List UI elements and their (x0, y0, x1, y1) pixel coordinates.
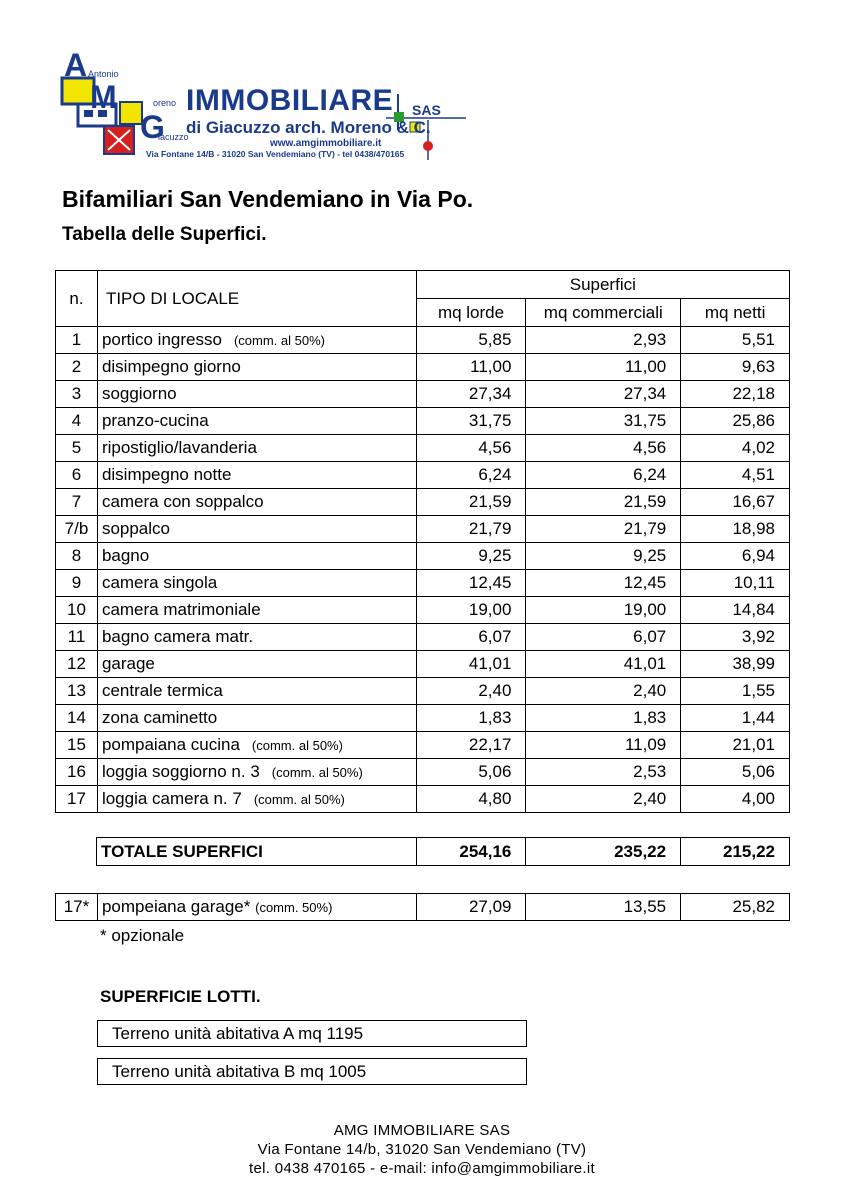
row-netti: 38,99 (681, 651, 790, 678)
row-tipo-label: soppalco (101, 519, 170, 538)
row-n: 10 (56, 597, 98, 624)
row-tipo-label: loggia camera n. 7 (101, 789, 242, 808)
table-row (56, 435, 790, 462)
footer-contact: tel. 0438 470165 - e-mail: info@amgimmobiliare.it (249, 1160, 595, 1177)
row-lorde: 31,75 (416, 408, 526, 435)
table-row (56, 408, 790, 435)
row-tipo (97, 624, 416, 651)
header-lorde: mq lorde (416, 299, 526, 327)
row-commerciali: 31,75 (526, 408, 681, 435)
header-commerciali: mq commerciali (526, 299, 681, 327)
row-tipo (97, 381, 416, 408)
row-tipo-label: ripostiglio/lavanderia (101, 438, 257, 457)
row-commerciali: 11,00 (526, 354, 681, 381)
row-commerciali: 2,40 (526, 678, 681, 705)
svg-text:M: M (90, 79, 117, 115)
row-n: 12 (56, 651, 98, 678)
row-commerciali: 27,34 (526, 381, 681, 408)
row-commerciali: 9,25 (526, 543, 681, 570)
row-tipo-label: centrale termica (101, 681, 223, 700)
table-row (56, 786, 790, 813)
row-lorde: 1,83 (416, 705, 526, 732)
table-row (56, 651, 790, 678)
brand-sas: SAS (412, 102, 441, 118)
row-commerciali: 41,01 (526, 651, 681, 678)
row-n: 16 (56, 759, 98, 786)
svg-text:Antonio: Antonio (88, 69, 119, 79)
row-lorde: 41,01 (416, 651, 526, 678)
svg-text:iacuzzo: iacuzzo (158, 132, 188, 142)
row-lorde: 21,59 (416, 489, 526, 516)
row-commerciali: 12,45 (526, 570, 681, 597)
row-lorde: 21,79 (416, 516, 526, 543)
brand-website: www.amgimmobiliare.it (270, 138, 382, 149)
page-title: Bifamiliari San Vendemiano in Via Po. (62, 186, 474, 212)
table-row (56, 354, 790, 381)
row-lorde: 11,00 (416, 354, 526, 381)
row-tipo (97, 570, 416, 597)
table-row (56, 759, 790, 786)
amg-logo-mark (58, 48, 188, 160)
row-n: 6 (56, 462, 98, 489)
optional-lorde: 27,09 (416, 894, 526, 921)
row-netti: 10,11 (681, 570, 790, 597)
row-note: (comm. al 50%) (271, 765, 363, 780)
footer-company: AMG IMMOBILIARE SAS (333, 1122, 511, 1139)
table-row (56, 624, 790, 651)
row-netti: 21,01 (681, 732, 790, 759)
row-note: (comm. al 50%) (253, 792, 345, 807)
row-netti: 25,86 (681, 408, 790, 435)
row-tipo (97, 651, 416, 678)
row-n: 2 (56, 354, 98, 381)
table-row (56, 570, 790, 597)
row-commerciali: 4,56 (526, 435, 681, 462)
row-tipo (97, 597, 416, 624)
row-tipo (97, 705, 416, 732)
row-tipo-label: garage (101, 654, 155, 673)
row-tipo-label: loggia soggiorno n. 3 (101, 762, 260, 781)
row-commerciali: 6,07 (526, 624, 681, 651)
table-row (56, 678, 790, 705)
row-lorde: 19,00 (416, 597, 526, 624)
row-tipo-label: zona caminetto (101, 708, 218, 727)
table-row (56, 327, 790, 354)
row-tipo (97, 543, 416, 570)
row-tipo-label: camera singola (101, 573, 218, 592)
row-netti: 9,63 (681, 354, 790, 381)
row-n: 14 (56, 705, 98, 732)
row-lorde: 9,25 (416, 543, 526, 570)
row-tipo (97, 678, 416, 705)
header-netti: mq netti (681, 299, 790, 327)
row-note: (comm. al 50%) (233, 333, 325, 348)
row-n: 15 (56, 732, 98, 759)
row-commerciali: 11,09 (526, 732, 681, 759)
row-tipo (97, 759, 416, 786)
row-n: 5 (56, 435, 98, 462)
optional-table (55, 893, 790, 921)
footer-address: Via Fontane 14/b, 31020 San Vendemiano (TV) (257, 1141, 587, 1158)
table-row (56, 543, 790, 570)
company-logo (58, 48, 188, 160)
row-commerciali: 2,93 (526, 327, 681, 354)
row-lorde: 12,45 (416, 570, 526, 597)
brand-name: IMMOBILIARE (186, 84, 394, 117)
row-tipo (97, 786, 416, 813)
row-tipo (97, 408, 416, 435)
row-commerciali: 6,24 (526, 462, 681, 489)
header-tipo: TIPO DI LOCALE (97, 271, 416, 327)
optional-note: (comm. 50%) (255, 900, 333, 915)
table-row (56, 732, 790, 759)
row-commerciali: 21,59 (526, 489, 681, 516)
row-note: (comm. al 50%) (251, 738, 343, 753)
row-lorde: 27,34 (416, 381, 526, 408)
brand-address: Via Fontane 14/B - 31020 San Vendemiano (TV) - tel 0438/470165 (146, 149, 405, 159)
row-lorde: 4,80 (416, 786, 526, 813)
row-netti: 1,55 (681, 678, 790, 705)
row-lorde: 5,06 (416, 759, 526, 786)
row-tipo-label: camera con soppalco (101, 492, 264, 511)
row-tipo (97, 732, 416, 759)
row-lorde: 5,85 (416, 327, 526, 354)
row-n: 13 (56, 678, 98, 705)
row-netti: 1,44 (681, 705, 790, 732)
lotti-heading: SUPERFICIE LOTTI. (100, 987, 261, 1006)
total-commerciali: 235,22 (526, 838, 681, 866)
row-netti: 6,94 (681, 543, 790, 570)
optional-n: 17* (56, 894, 98, 921)
row-lorde: 22,17 (416, 732, 526, 759)
row-tipo-label: bagno (101, 546, 150, 565)
brand-subtitle: di Giacuzzo arch. Moreno & C. (186, 118, 431, 137)
row-lorde: 2,40 (416, 678, 526, 705)
row-lorde: 6,24 (416, 462, 526, 489)
row-tipo-label: disimpegno notte (101, 465, 232, 484)
row-commerciali: 2,53 (526, 759, 681, 786)
row-netti: 22,18 (681, 381, 790, 408)
optional-tipo (97, 894, 416, 921)
table-row (56, 597, 790, 624)
row-commerciali: 1,83 (526, 705, 681, 732)
row-commerciali: 2,40 (526, 786, 681, 813)
row-tipo-label: soggiorno (101, 384, 177, 403)
table-row (56, 489, 790, 516)
row-tipo (97, 489, 416, 516)
row-n: 17 (56, 786, 98, 813)
row-tipo-label: pranzo-cucina (101, 411, 209, 430)
footnote: * opzionale (100, 926, 185, 945)
row-n: 7/b (56, 516, 98, 543)
row-n: 4 (56, 408, 98, 435)
header-superfici: Superfici (416, 271, 789, 299)
row-tipo-label: camera matrimoniale (101, 600, 261, 619)
table-row (56, 462, 790, 489)
svg-text:G: G (140, 109, 165, 145)
row-tipo (97, 327, 416, 354)
table-row (56, 516, 790, 543)
row-netti: 4,02 (681, 435, 790, 462)
total-row (97, 838, 790, 866)
table-row (56, 705, 790, 732)
lotto-a: Terreno unità abitativa A mq 1195 (97, 1020, 527, 1047)
row-netti: 16,67 (681, 489, 790, 516)
superfici-table (55, 270, 790, 813)
row-tipo (97, 462, 416, 489)
optional-tipo-label: pompeiana garage* (101, 897, 251, 916)
row-n: 7 (56, 489, 98, 516)
row-tipo-label: portico ingresso (101, 330, 222, 349)
table-row (56, 381, 790, 408)
row-lorde: 6,07 (416, 624, 526, 651)
row-tipo-label: bagno camera matr. (101, 627, 254, 646)
row-n: 11 (56, 624, 98, 651)
row-n: 3 (56, 381, 98, 408)
total-table (96, 837, 790, 866)
row-tipo (97, 435, 416, 462)
row-n: 9 (56, 570, 98, 597)
row-lorde: 4,56 (416, 435, 526, 462)
row-n: 1 (56, 327, 98, 354)
row-tipo-label: disimpegno giorno (101, 357, 241, 376)
page-subtitle: Tabella delle Superfici. (62, 224, 267, 245)
row-tipo (97, 516, 416, 543)
row-netti: 5,51 (681, 327, 790, 354)
optional-row (56, 894, 790, 921)
optional-netti: 25,82 (681, 894, 790, 921)
row-netti: 4,00 (681, 786, 790, 813)
row-netti: 4,51 (681, 462, 790, 489)
row-netti: 18,98 (681, 516, 790, 543)
row-commerciali: 19,00 (526, 597, 681, 624)
optional-commerciali: 13,55 (526, 894, 681, 921)
row-netti: 14,84 (681, 597, 790, 624)
row-tipo-label: pompaiana cucina (101, 735, 240, 754)
row-tipo (97, 354, 416, 381)
total-lorde: 254,16 (416, 838, 526, 866)
row-netti: 5,06 (681, 759, 790, 786)
svg-text:oreno: oreno (153, 98, 177, 108)
lotto-b: Terreno unità abitativa B mq 1005 (97, 1058, 527, 1085)
header-n: n. (56, 271, 98, 327)
row-commerciali: 21,79 (526, 516, 681, 543)
total-label: TOTALE SUPERFICI (97, 838, 417, 866)
total-netti: 215,22 (681, 838, 790, 866)
row-n: 8 (56, 543, 98, 570)
row-netti: 3,92 (681, 624, 790, 651)
svg-text:A: A (64, 48, 88, 83)
